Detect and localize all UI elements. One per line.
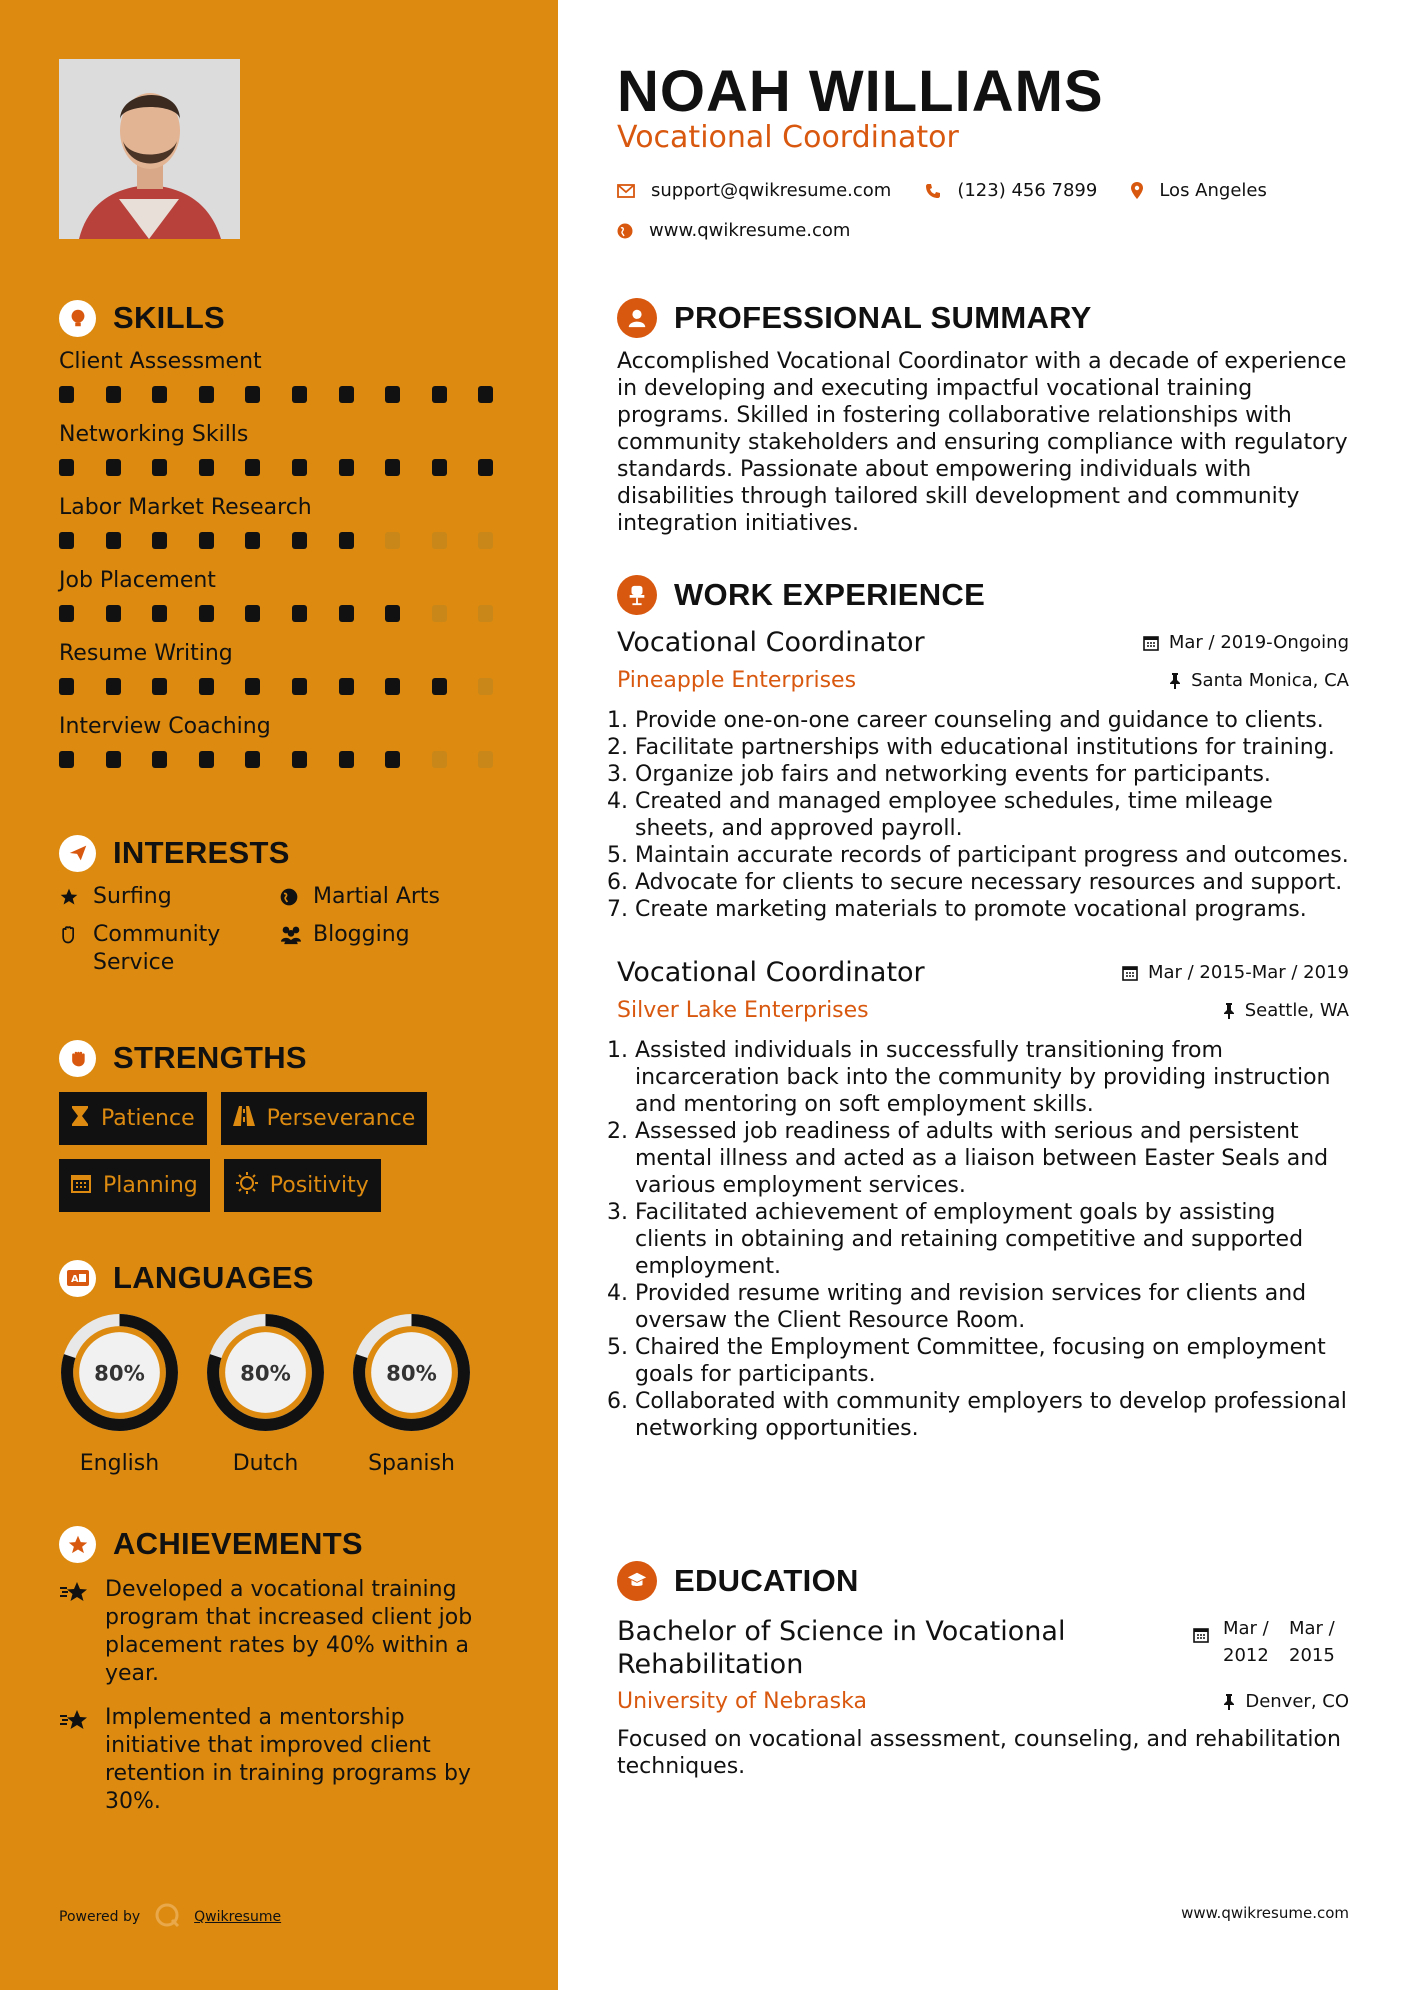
rating-dot: [385, 605, 400, 622]
languages-section: [59, 1258, 472, 1476]
languages-title: LANGUAGES: [113, 1260, 314, 1295]
education-location: [1223, 1691, 1349, 1712]
strength-label: Planning: [103, 1173, 198, 1198]
rating-dot: [432, 751, 447, 768]
rating-dot: [339, 751, 354, 768]
language-item: [351, 1312, 472, 1476]
language-progress-ring: [59, 1312, 180, 1433]
job-title-row: [617, 957, 1349, 988]
calendar-icon: [1193, 1627, 1209, 1643]
education-row: [617, 1615, 1349, 1681]
rating-dot: [385, 678, 400, 695]
rating-dot: [106, 459, 121, 476]
rating-dot: [199, 678, 214, 695]
skill-name: Client Assessment: [59, 349, 262, 374]
rating-dot: [478, 532, 493, 549]
summary-header: [617, 298, 1349, 338]
strength-tag: [59, 1092, 207, 1145]
interest-label: Community Service: [93, 922, 221, 975]
calendar-icon: [71, 1173, 91, 1199]
education-location-text: Denver, CO: [1245, 1691, 1349, 1712]
achievements-header: [59, 1524, 495, 1564]
experience-header: [617, 575, 1349, 615]
rating-dot: [106, 678, 121, 695]
star-icon: [59, 1576, 105, 1688]
rating-dot: [199, 605, 214, 622]
jobs-list: [617, 627, 1349, 1442]
list-item: 1. Assisted individuals in successfully transitioning from incarceration back into the community by providing instruction and mentoring on soft employment skills.: [635, 1037, 1349, 1118]
language-percent: 80%: [386, 1360, 437, 1386]
education-text: Focused on vocational assessment, counseling, and rehabilitation techniques.: [617, 1727, 1341, 1779]
skill-rating: [59, 596, 525, 630]
achievement-text: Implemented a mentorship initiative that improved client retention in training programs by 30%.: [105, 1705, 471, 1814]
interest-label: Martial Arts: [313, 884, 441, 909]
rating-dot: [152, 751, 167, 768]
rating-dot: [245, 532, 260, 549]
rating-dot: [339, 605, 354, 622]
education-header: [617, 1561, 1349, 1601]
education-title: EDUCATION: [674, 1563, 859, 1598]
rating-dot: [106, 532, 121, 549]
strength-tag: [59, 1159, 210, 1212]
skill-rating: [59, 377, 525, 411]
list-item: 3. Facilitated achievement of employment goals by assisting clients in obtaining and retaining competitive and supported employment.: [635, 1199, 1349, 1280]
list-item: 6. Collaborated with community employers to develop professional networking opportunities.: [635, 1388, 1349, 1442]
rating-dot: [292, 678, 307, 695]
hand-icon: [59, 921, 93, 945]
svg-text:A: A: [70, 1274, 79, 1285]
skill-rating: [59, 669, 525, 703]
pushpin-icon: [1169, 673, 1181, 689]
rating-dot: [152, 678, 167, 695]
strength-label: Positivity: [269, 1173, 369, 1198]
strengths-list: [59, 1092, 499, 1212]
job-entry: [617, 627, 1349, 923]
strength-label: Patience: [101, 1106, 195, 1131]
rating-dot: [478, 459, 493, 476]
rating-dot: [245, 678, 260, 695]
skill-name: Resume Writing: [59, 641, 233, 666]
skill-item: [59, 566, 525, 630]
achievement-item: [59, 1576, 495, 1688]
pushpin-icon: [1223, 1003, 1235, 1019]
skill-item: [59, 639, 525, 703]
rating-dot: [339, 386, 354, 403]
skill-name: Labor Market Research: [59, 495, 312, 520]
rating-dot: [152, 532, 167, 549]
language-percent: 80%: [94, 1360, 145, 1386]
language-icon: [59, 1260, 96, 1297]
language-name: English: [79, 1451, 160, 1476]
job-title-row: [617, 627, 1349, 658]
chair-icon: [617, 575, 657, 615]
language-progress-ring: [351, 1312, 472, 1433]
star-icon: [59, 883, 93, 907]
road-icon: [233, 1106, 255, 1132]
job-title: Vocational Coordinator: [617, 957, 925, 988]
skill-name: Job Placement: [59, 568, 216, 593]
rating-dot: [432, 386, 447, 403]
rating-dot: [245, 459, 260, 476]
list-item: 6. Advocate for clients to secure necessary resources and support.: [635, 869, 1349, 896]
interest-item: [59, 883, 279, 911]
envelope-icon: [617, 184, 635, 198]
footer-website[interactable]: www.qwikresume.com: [1181, 1904, 1349, 1922]
list-item: 5. Maintain accurate records of participant progress and outcomes.: [635, 842, 1349, 869]
rating-dot: [339, 459, 354, 476]
award-star-icon: [59, 1526, 96, 1563]
website-text: www.qwikresume.com: [649, 220, 851, 241]
achievement-item: [59, 1704, 495, 1816]
job-company: Silver Lake Enterprises: [617, 998, 869, 1023]
skills-title: SKILLS: [113, 300, 226, 335]
skill-item: [59, 347, 525, 411]
candidate-role: Vocational Coordinator: [617, 120, 959, 155]
rating-dot: [385, 386, 400, 403]
education-start: Mar / 2012: [1223, 1618, 1269, 1666]
rating-dot: [478, 678, 493, 695]
skill-rating: [59, 523, 525, 557]
rating-dot: [152, 386, 167, 403]
rating-dot: [106, 751, 121, 768]
paper-plane-icon: [59, 835, 96, 872]
strength-label: Perseverance: [266, 1106, 416, 1131]
job-location-text: Santa Monica, CA: [1191, 670, 1349, 691]
rating-dot: [106, 605, 121, 622]
summary-text: Accomplished Vocational Coordinator with a decade of experience in developing and executing impactful vocational training programs. Skilled in fostering collaborative relationships with community stakeholders and ensuring compliance with regulatory standards. Passionate about empowering individuals with disabilities through tailored skill development and community integration initiatives.: [617, 349, 1348, 536]
list-item: 2. Assessed job readiness of adults with serious and persistent mental illness and acted as a liaison between Easter Seals and various employment services.: [635, 1118, 1349, 1199]
pushpin-icon: [1223, 1694, 1235, 1710]
job-title: Vocational Coordinator: [617, 627, 925, 658]
profile-photo: [59, 59, 240, 239]
candidate-name: NOAH WILLIAMS: [617, 59, 1104, 124]
powered-by-label: Powered by: [59, 1909, 141, 1925]
education-dates: [1193, 1615, 1349, 1681]
skill-item: [59, 420, 525, 484]
rating-dot: [339, 532, 354, 549]
job-company-row: [617, 998, 1349, 1023]
strengths-section: [59, 1038, 499, 1212]
contact-email[interactable]: [617, 180, 891, 201]
graduation-icon: [617, 1561, 657, 1601]
skills-section: [59, 298, 525, 776]
rating-dot: [292, 605, 307, 622]
job-responsibilities: [617, 1037, 1349, 1442]
languages-list: [59, 1312, 472, 1476]
education-degree: Bachelor of Science in Vocational Rehabilitation: [617, 1616, 1066, 1680]
rating-dot: [59, 532, 74, 549]
job-dates: [1122, 962, 1349, 983]
job-location: [1169, 670, 1349, 691]
experience-title: WORK EXPERIENCE: [674, 577, 986, 612]
rating-dot: [432, 532, 447, 549]
location-text: Los Angeles: [1159, 180, 1267, 201]
achievement-text: Developed a vocational training program that increased client job placement rates by 40% within a year.: [105, 1577, 473, 1686]
experience-section: [617, 575, 1349, 1442]
language-percent: 80%: [240, 1360, 291, 1386]
list-item: 4. Provided resume writing and revision services for clients and oversaw the Client Resource Room.: [635, 1280, 1349, 1334]
hourglass-icon: [71, 1105, 89, 1133]
rating-dot: [385, 459, 400, 476]
qwikresume-logo-icon: [154, 1902, 180, 1932]
list-item: 5. Chaired the Employment Committee, focusing on employment goals for participants.: [635, 1334, 1349, 1388]
list-item: 3. Organize job fairs and networking events for participants.: [635, 761, 1349, 788]
contact-location: [1131, 180, 1267, 201]
list-item: 1. Provide one-on-one career counseling and guidance to clients.: [635, 707, 1349, 734]
job-company: Pineapple Enterprises: [617, 668, 857, 693]
rating-dot: [245, 605, 260, 622]
rating-dot: [199, 386, 214, 403]
rating-dot: [432, 605, 447, 622]
rating-dot: [245, 751, 260, 768]
achievements-title: ACHIEVEMENTS: [113, 1526, 363, 1561]
interest-item: [279, 921, 499, 977]
language-item: [205, 1312, 326, 1476]
job-dates: [1143, 632, 1349, 653]
skill-rating: [59, 450, 525, 484]
summary-title: PROFESSIONAL SUMMARY: [674, 300, 1092, 335]
interest-label: Blogging: [313, 922, 410, 947]
rating-dot: [199, 532, 214, 549]
sun-icon: [236, 1172, 258, 1200]
interest-item: [59, 921, 279, 977]
languages-header: [59, 1258, 472, 1298]
user-icon: [617, 298, 657, 338]
interest-item: [279, 883, 499, 911]
strength-tag: [221, 1092, 428, 1145]
skills-header: [59, 298, 525, 338]
education-section: [617, 1561, 1349, 1780]
rating-dot: [199, 751, 214, 768]
job-entry: [617, 957, 1349, 1442]
phone-icon: [925, 183, 941, 199]
rating-dot: [432, 459, 447, 476]
users-icon: [279, 921, 313, 945]
globe-icon: [279, 883, 313, 907]
rating-dot: [152, 459, 167, 476]
rating-dot: [292, 751, 307, 768]
rating-dot: [339, 678, 354, 695]
rating-dot: [59, 678, 74, 695]
rating-dot: [152, 605, 167, 622]
job-responsibilities: [617, 707, 1349, 923]
skill-name: Interview Coaching: [59, 714, 271, 739]
education-end: Mar / 2015: [1289, 1618, 1335, 1666]
contact-row: [617, 180, 1301, 201]
interests-title: INTERESTS: [113, 835, 290, 870]
calendar-icon: [1122, 965, 1138, 981]
fist-icon: [59, 1040, 96, 1077]
rating-dot: [59, 386, 74, 403]
contact-row-website: [617, 220, 884, 241]
email-text: support@qwikresume.com: [651, 180, 892, 201]
list-item: 4. Created and managed employee schedules, time mileage sheets, and approved payroll.: [635, 788, 1349, 842]
rating-dot: [432, 678, 447, 695]
job-dates-text: Mar / 2019-Ongoing: [1168, 632, 1349, 653]
skills-list: [59, 347, 525, 776]
rating-dot: [385, 751, 400, 768]
job-location: [1223, 1000, 1349, 1021]
summary-section: [617, 298, 1349, 537]
skill-item: [59, 493, 525, 557]
rating-dot: [478, 386, 493, 403]
strengths-header: [59, 1038, 499, 1078]
rating-dot: [385, 532, 400, 549]
interest-label: Surfing: [93, 884, 172, 909]
lightbulb-icon: [59, 300, 96, 337]
job-company-row: [617, 668, 1349, 693]
qwikresume-link[interactable]: Qwikresume: [194, 1909, 282, 1925]
achievements-section: [59, 1524, 495, 1816]
contact-website[interactable]: [617, 220, 850, 241]
language-progress-ring: [205, 1312, 326, 1433]
rating-dot: [59, 459, 74, 476]
rating-dot: [292, 386, 307, 403]
map-pin-icon: [1131, 182, 1143, 199]
language-name: Dutch: [232, 1451, 299, 1476]
powered-by: [59, 1902, 281, 1932]
skill-item: [59, 712, 525, 776]
rating-dot: [478, 605, 493, 622]
job-location-text: Seattle, WA: [1244, 1000, 1349, 1021]
skill-name: Networking Skills: [59, 422, 249, 447]
strength-tag: [224, 1159, 381, 1212]
language-name: Spanish: [368, 1451, 455, 1476]
skill-rating: [59, 742, 525, 776]
list-item: 2. Facilitate partnerships with educational institutions for training.: [635, 734, 1349, 761]
rating-dot: [199, 459, 214, 476]
calendar-icon: [1143, 635, 1159, 651]
phone-text: (123) 456 7899: [957, 180, 1098, 201]
star-icon: [59, 1704, 105, 1816]
rating-dot: [292, 532, 307, 549]
rating-dot: [292, 459, 307, 476]
education-school-row: [617, 1689, 1349, 1714]
rating-dot: [59, 751, 74, 768]
interests-list: [59, 883, 499, 977]
list-item: 7. Create marketing materials to promote vocational programs.: [635, 896, 1349, 923]
strengths-title: STRENGTHS: [113, 1040, 307, 1075]
rating-dot: [106, 386, 121, 403]
job-dates-text: Mar / 2015-Mar / 2019: [1147, 962, 1349, 983]
education-school: University of Nebraska: [617, 1689, 867, 1714]
interests-header: [59, 833, 499, 873]
globe-icon: [617, 223, 633, 239]
rating-dot: [478, 751, 493, 768]
language-item: [59, 1312, 180, 1476]
contact-phone[interactable]: [925, 180, 1097, 201]
rating-dot: [245, 386, 260, 403]
interests-section: [59, 833, 499, 977]
rating-dot: [59, 605, 74, 622]
